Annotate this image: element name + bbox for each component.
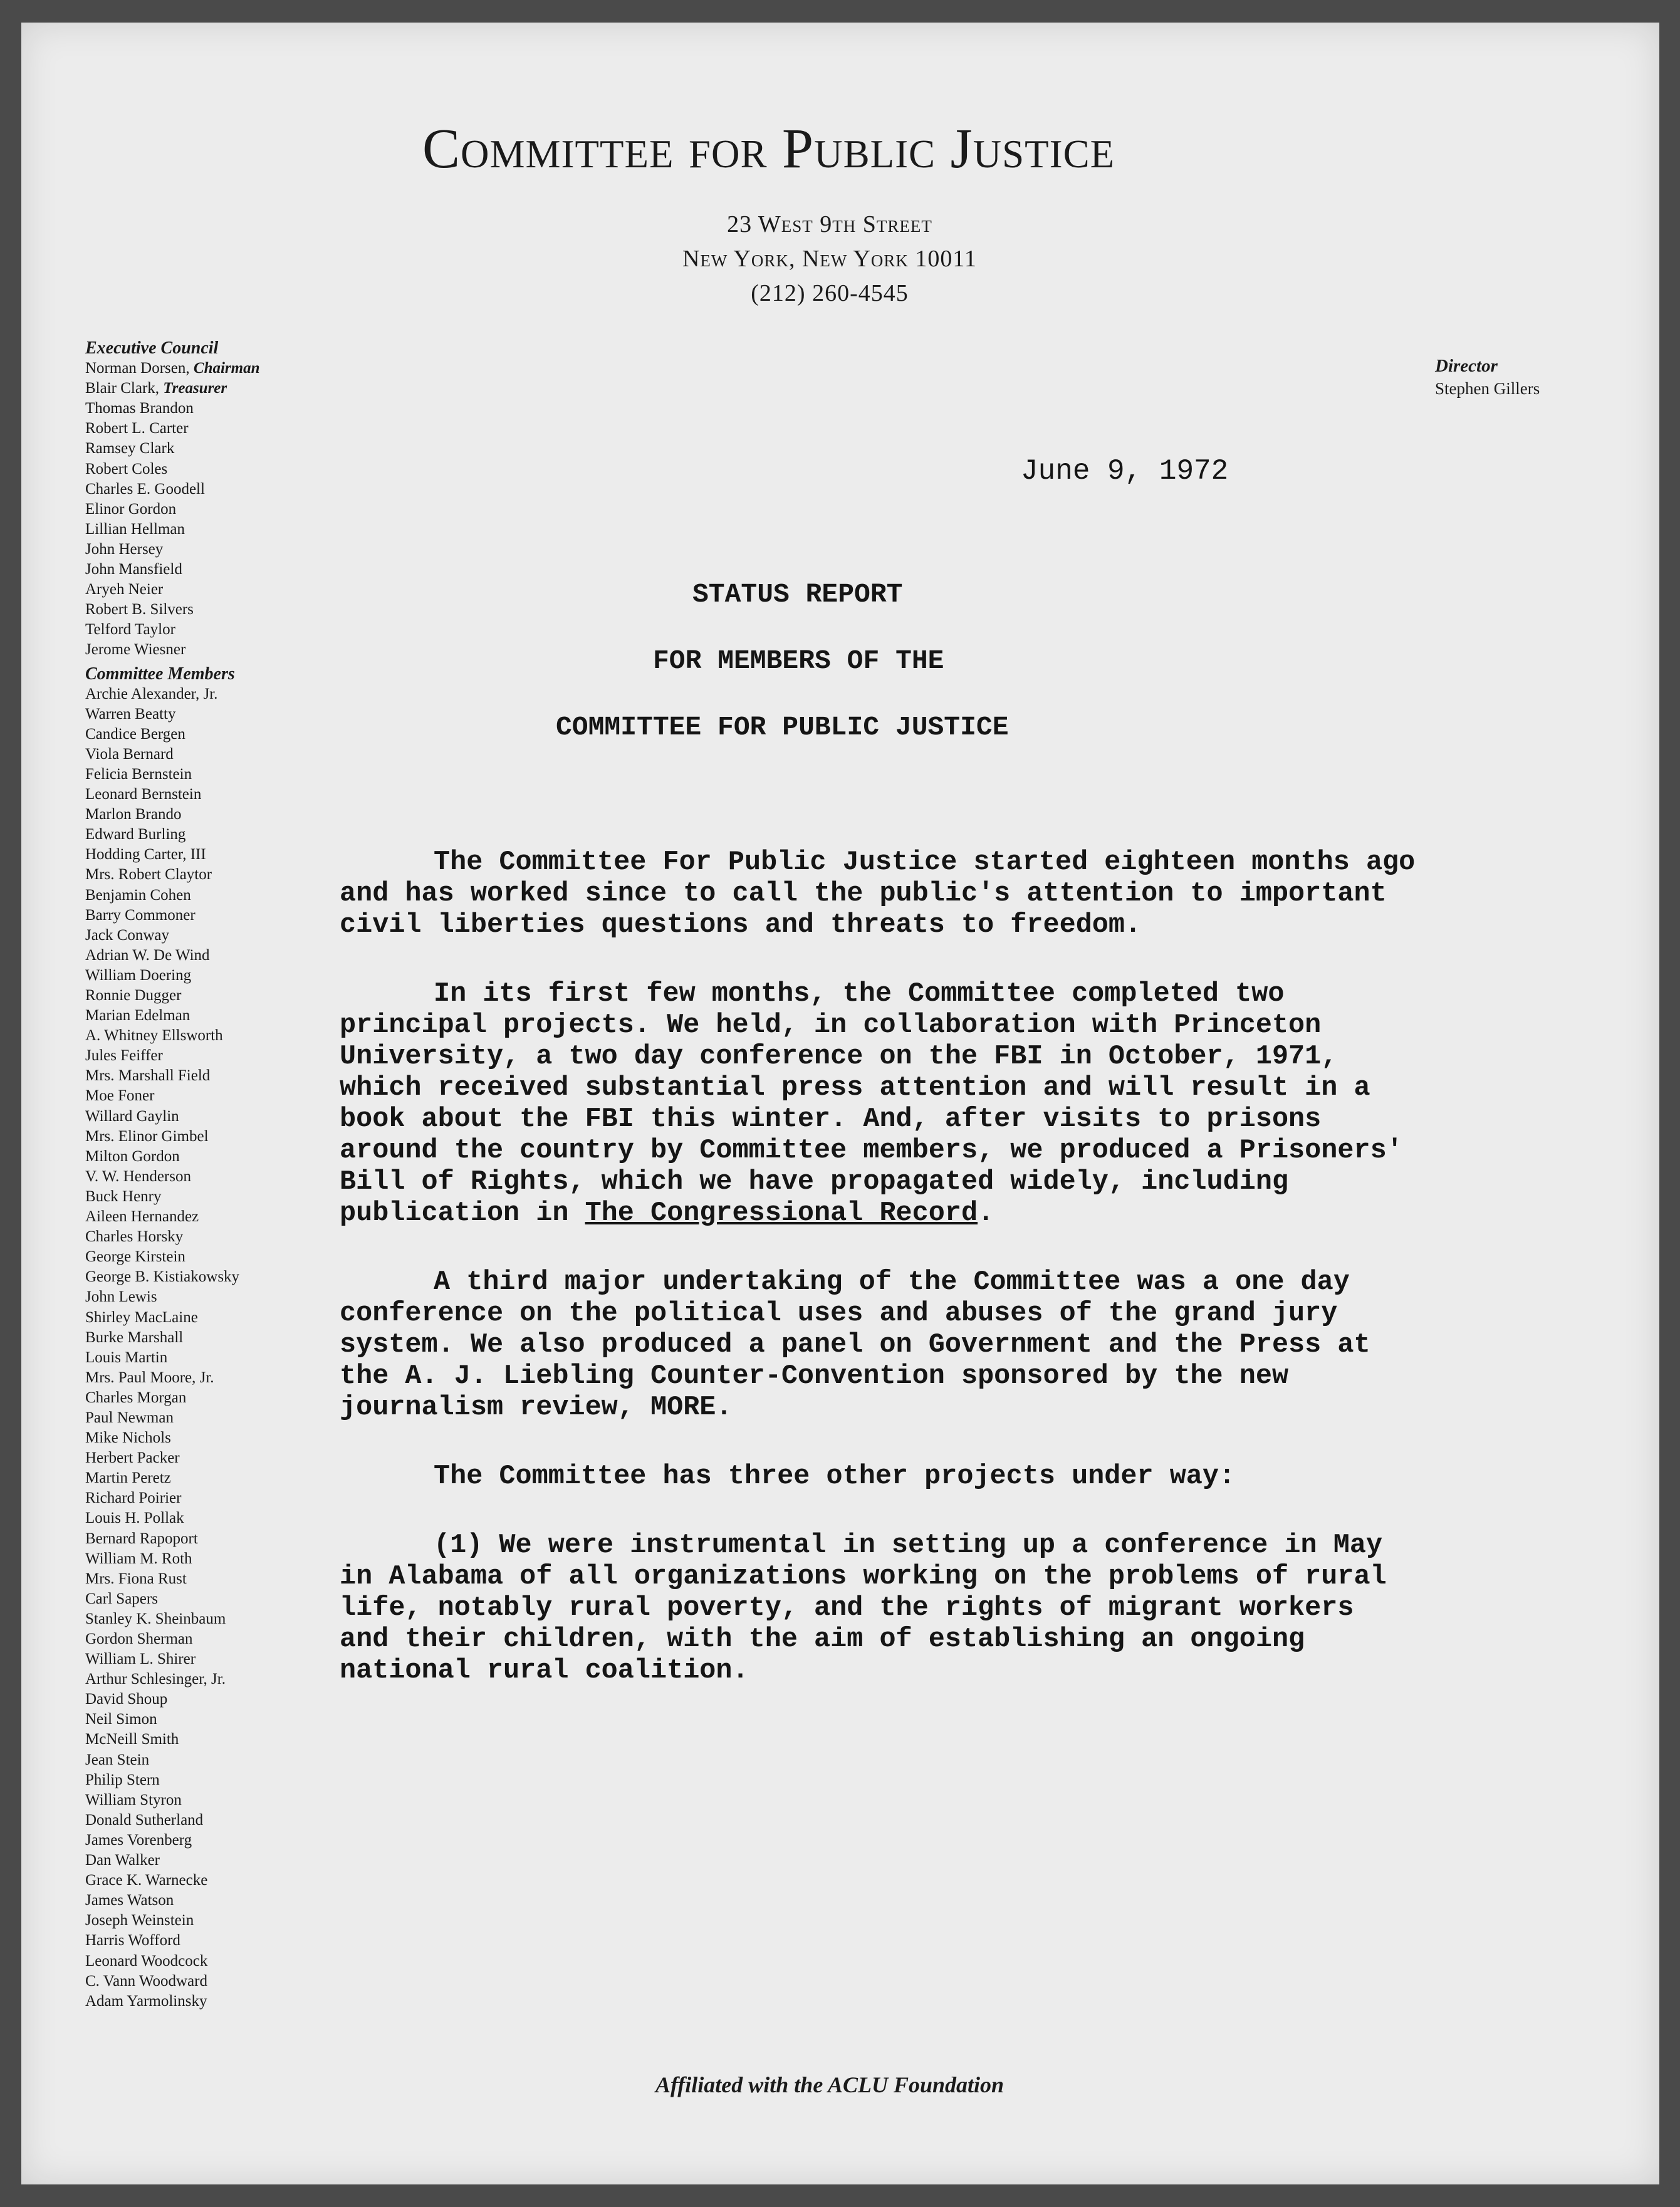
member-role: Treasurer	[163, 380, 227, 397]
director-label: Director	[1435, 356, 1498, 376]
executive-council-member	[85, 499, 348, 519]
committee-member: Marian Edelman	[85, 1007, 190, 1025]
committee-members-list	[85, 684, 348, 2011]
committee-member: Harris Wofford	[85, 1932, 180, 1949]
paragraph-2-end: .	[978, 1198, 994, 1229]
committee-member: Viola Bernard	[85, 745, 174, 763]
paragraph-2	[340, 979, 1417, 1229]
committee-member: C. Vann Woodward	[85, 1972, 207, 1990]
committee-member: Jean Stein	[85, 1751, 150, 1768]
committee-member: Mrs. Fiona Rust	[85, 1570, 187, 1587]
committee-member: McNeill Smith	[85, 1731, 179, 1748]
member-name: Blair Clark,	[85, 380, 160, 397]
committee-member: David Shoup	[85, 1691, 168, 1708]
executive-council-member	[85, 358, 348, 378]
report-heading-line3: COMMITTEE FOR PUBLIC JUSTICE	[556, 712, 1009, 743]
letterhead-title: Committee for Public Justice	[422, 118, 1115, 180]
executive-council-member	[85, 419, 348, 439]
member-name: Robert B. Silvers	[85, 601, 194, 618]
member-name: Robert Coles	[85, 460, 168, 477]
committee-member: Gordon Sherman	[85, 1630, 193, 1647]
committee-member: John Lewis	[85, 1288, 157, 1306]
letter-date: June 9, 1972	[1021, 455, 1229, 488]
member-name: Thomas Brandon	[85, 400, 194, 417]
member-name: Telford Taylor	[85, 621, 175, 639]
letter-page	[21, 23, 1659, 2184]
committee-member: James Vorenberg	[85, 1831, 192, 1849]
committee-member: Martin Peretz	[85, 1469, 171, 1487]
committee-member: Archie Alexander, Jr.	[85, 685, 218, 702]
executive-council-member	[85, 378, 348, 399]
committee-member: Candice Bergen	[85, 725, 185, 743]
report-heading-line2: FOR MEMBERS OF THE	[653, 645, 944, 676]
member-name: Charles E. Goodell	[85, 480, 205, 498]
committee-member: William M. Roth	[85, 1550, 192, 1567]
committee-member: Carl Sapers	[85, 1590, 158, 1607]
executive-council-member	[85, 479, 348, 499]
committee-member: Leonard Bernstein	[85, 786, 202, 803]
committee-member: Mrs. Marshall Field	[85, 1067, 211, 1085]
committee-member: Adrian W. De Wind	[85, 946, 210, 964]
member-name: Norman Dorsen,	[85, 360, 190, 377]
executive-council-member	[85, 560, 348, 580]
committee-member: Louis Martin	[85, 1349, 168, 1366]
committee-member: Joseph Weinstein	[85, 1912, 194, 1929]
executive-council-member	[85, 600, 348, 620]
committee-member: Milton Gordon	[85, 1147, 180, 1165]
committee-member: Hodding Carter, III	[85, 846, 206, 863]
director-name: Stephen Gillers	[1435, 379, 1540, 398]
committee-member: Bernard Rapoport	[85, 1530, 198, 1547]
member-name: Aryeh Neier	[85, 581, 164, 598]
paragraph-5: (1) We were instrumental in setting up a conference in May in Alabama of all organizations working on the problems of rural life, notably rural poverty, and the rights of migrant workers and their children, with the aim of establishing an ongoing national rural coalition.	[340, 1530, 1387, 1686]
member-name: Robert L. Carter	[85, 420, 189, 437]
member-role: Chairman	[193, 360, 260, 377]
committee-member: Neil Simon	[85, 1711, 157, 1728]
footer-affiliation: Affiliated with the ACLU Foundation	[655, 2072, 1004, 2097]
committee-member: Stanley K. Sheinbaum	[85, 1610, 226, 1627]
member-name: Ramsey Clark	[85, 440, 175, 457]
committee-member: Benjamin Cohen	[85, 886, 191, 904]
committee-member: Grace K. Warnecke	[85, 1872, 208, 1889]
committee-member: Arthur Schlesinger, Jr.	[85, 1671, 226, 1688]
executive-council-member	[85, 620, 348, 640]
committee-member: William Styron	[85, 1791, 182, 1808]
committee-member: Paul Newman	[85, 1409, 174, 1426]
committee-member: James Watson	[85, 1892, 174, 1909]
committee-member: Philip Stern	[85, 1771, 160, 1788]
committee-member: Barry Commoner	[85, 906, 196, 924]
executive-council-member	[85, 580, 348, 600]
committee-member: Aileen Hernandez	[85, 1208, 199, 1226]
committee-member: George B. Kistiakowsky	[85, 1268, 240, 1286]
executive-council-member	[85, 519, 348, 540]
executive-council-member	[85, 439, 348, 459]
executive-council-member	[85, 399, 348, 419]
member-name: Lillian Hellman	[85, 520, 185, 538]
committee-member: George Kirstein	[85, 1248, 185, 1266]
committee-member: Willard Gaylin	[85, 1107, 179, 1125]
executive-council-list	[85, 358, 348, 660]
director-block	[1435, 355, 1540, 400]
letterhead-phone: (212) 260-4545	[751, 280, 909, 306]
report-heading-line1: STATUS REPORT	[692, 579, 903, 610]
committee-member: Jack Conway	[85, 926, 169, 944]
committee-members-heading: Committee Members	[85, 664, 235, 684]
member-name: John Mansfield	[85, 561, 182, 578]
committee-member: Mrs. Robert Claytor	[85, 866, 212, 884]
executive-council-member	[85, 459, 348, 479]
committee-member: Mrs. Elinor Gimbel	[85, 1127, 209, 1145]
committee-member: A. Whitney Ellsworth	[85, 1027, 223, 1045]
committee-member: William Doering	[85, 966, 192, 984]
committee-member: Mrs. Paul Moore, Jr.	[85, 1369, 214, 1386]
member-name: Jerome Wiesner	[85, 641, 186, 659]
committee-member: Edward Burling	[85, 826, 186, 843]
committee-member: Felicia Bernstein	[85, 765, 192, 783]
committee-member: Ronnie Dugger	[85, 987, 182, 1004]
executive-council-heading: Executive Council	[85, 338, 219, 358]
member-sidebar	[85, 338, 348, 2011]
committee-member: Moe Foner	[85, 1087, 155, 1105]
committee-member: Adam Yarmolinsky	[85, 1992, 207, 2010]
committee-member: Herbert Packer	[85, 1449, 180, 1467]
letter-body	[340, 847, 1417, 1724]
committee-member: Dan Walker	[85, 1852, 160, 1869]
committee-member: William L. Shirer	[85, 1651, 196, 1668]
committee-member: Louis H. Pollak	[85, 1510, 184, 1527]
letterhead-city: New York, New York 10011	[682, 246, 977, 272]
letterhead-street: 23 West 9th Street	[727, 211, 932, 237]
committee-member: Jules Feiffer	[85, 1047, 163, 1065]
committee-member: Leonard Woodcock	[85, 1952, 208, 1970]
congressional-record-title: The Congressional Record	[585, 1198, 978, 1229]
committee-member: V. W. Henderson	[85, 1167, 191, 1185]
committee-member: Shirley MacLaine	[85, 1308, 198, 1326]
committee-member: Charles Morgan	[85, 1389, 187, 1406]
committee-member: Marlon Brando	[85, 806, 182, 823]
committee-member: Burke Marshall	[85, 1328, 184, 1346]
executive-council-member	[85, 540, 348, 560]
member-name: Elinor Gordon	[85, 500, 177, 518]
member-name: John Hersey	[85, 540, 164, 558]
paragraph-3: A third major undertaking of the Committee was a one day conference on the political uses and abuses of the grand jury system. We also produced a panel on Government and the Press at the A. J. Liebling Counter-Convention sponsored by the new journalism review, MORE.	[340, 1267, 1370, 1423]
committee-member: Mike Nichols	[85, 1429, 171, 1447]
committee-member: Buck Henry	[85, 1187, 162, 1205]
committee-member: Donald Sutherland	[85, 1811, 204, 1829]
executive-council-member	[85, 640, 348, 660]
paragraph-4: The Committee has three other projects under way:	[434, 1461, 1236, 1492]
paragraph-2-text: In its first few months, the Committee completed two principal projects. We held, in collaboration with Princeton University, a two day conference on the FBI in October, 1971, which received substantial press attention and will result in a book about the FBI this winter. And, after visits to prisons around the country by Committee members, we produced a Prisoners' Bill of Rights, which we have propagated widely, including publication in	[340, 979, 1403, 1229]
committee-member: Richard Poirier	[85, 1490, 182, 1507]
committee-member: Charles Horsky	[85, 1228, 184, 1246]
paragraph-1: The Committee For Public Justice started eighteen months ago and has worked since to call the public's attention to important civil liberties questions and threats to freedom.	[340, 847, 1416, 941]
committee-member: Warren Beatty	[85, 705, 176, 723]
